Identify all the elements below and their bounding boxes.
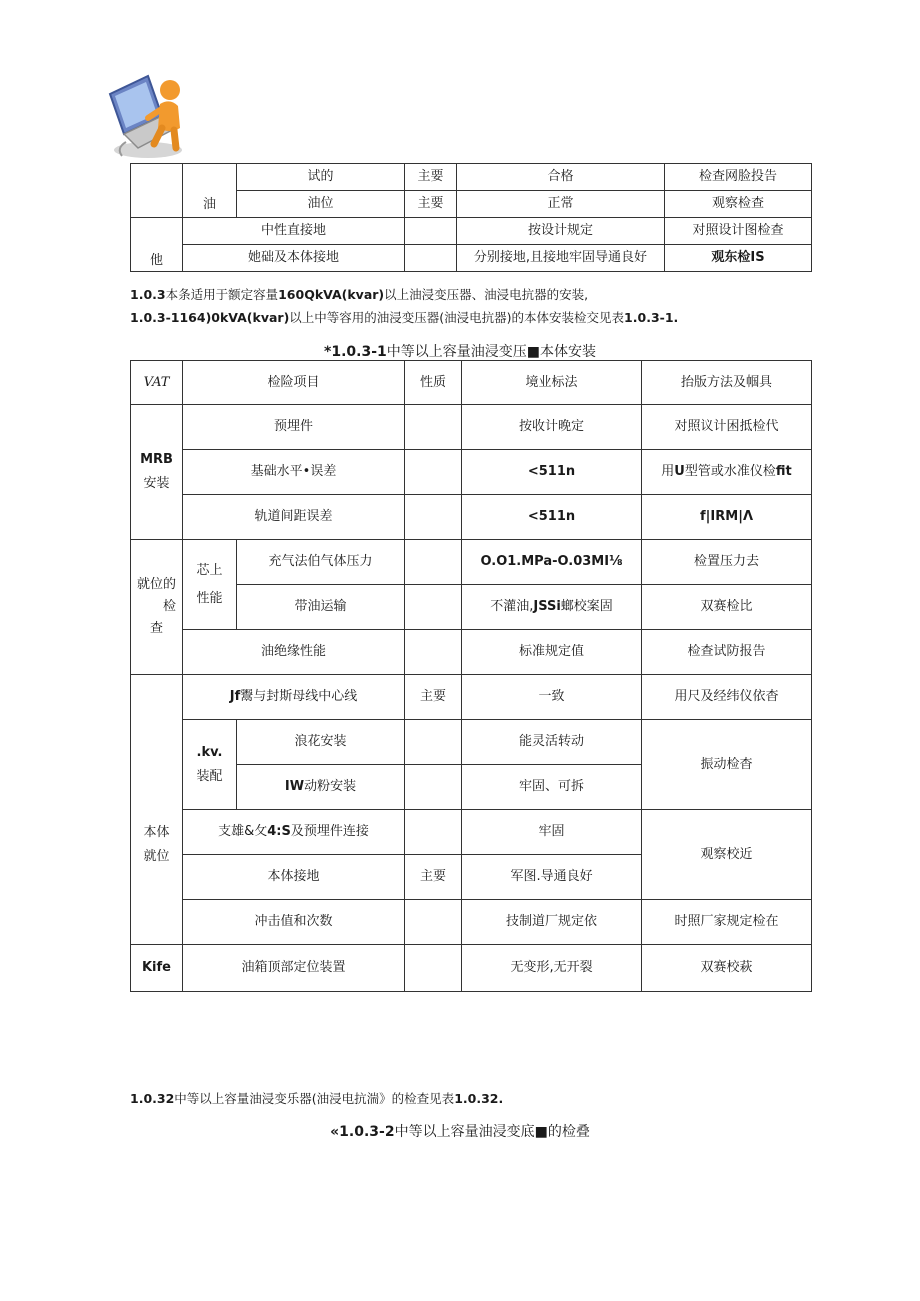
nature-cell [405, 450, 462, 495]
standard-cell: 按设计规定 [457, 218, 665, 245]
paragraph-1-0-3 [130, 285, 588, 303]
nature-cell [405, 720, 462, 765]
method-cell: 用尺及经纬仪依杳 [642, 675, 812, 720]
nature-cell [405, 405, 462, 450]
method-cell: 双赛检比 [642, 585, 812, 630]
standard-cell: 标准规定值 [462, 630, 642, 675]
method-cell-merged: 观察校近 [642, 810, 812, 900]
group-label-line: 安装 [143, 476, 170, 491]
group-label-line: .kv. [196, 744, 223, 760]
group-label-line: 就位 [143, 848, 170, 864]
standard-cell: 合格 [457, 164, 665, 191]
table-caption-2 [0, 1121, 920, 1141]
clause-number: 1.0.3 [130, 287, 166, 302]
standard-cell: 无变形,无开裂 [462, 945, 642, 992]
standard-cell: 正常 [457, 191, 665, 218]
caption-text: 中等以上容量油浸变压■本体安装 [386, 344, 596, 360]
person-at-computer-icon [104, 68, 188, 160]
method-cell: 检查试防报告 [642, 630, 812, 675]
standard-cell: <511n [462, 495, 642, 540]
item-cell: 浪花安装 [237, 720, 405, 765]
item-cell: 支雄&攵4:S及预埋件连接 [183, 810, 405, 855]
method-cell: 对照设计图检查 [665, 218, 812, 245]
blank-cell [131, 164, 183, 218]
method-cell: 对照议计困抵检代 [642, 405, 812, 450]
group-label-kife: Kife [131, 945, 183, 992]
paragraph-text: 以上油浸变压器、油浸电抗器的安装, [384, 287, 589, 302]
sub-group-label-core [183, 540, 237, 630]
group-label-positioning [131, 540, 183, 675]
nature-cell [405, 630, 462, 675]
group-label-line: MRB [140, 452, 173, 467]
nature-cell [405, 810, 462, 855]
group-label-line: 查 [149, 621, 163, 636]
clause-number: 1.0.3-1164)0kVA(kvar) [130, 310, 290, 325]
standard-cell: 技制道厂规定依 [462, 900, 642, 945]
item-cell: 中性直接地 [183, 218, 405, 245]
item-cell: 充气法伯气体压力 [237, 540, 405, 585]
header-standard: 境业标法 [462, 361, 642, 405]
group-label-other: 他 [131, 218, 183, 272]
item-cell: 油箱顶部定位装置 [183, 945, 405, 992]
standard-cell: <511n [462, 450, 642, 495]
standard-cell: 不灌油,JSSi螂校案固 [462, 585, 642, 630]
item-cell: 本体接地 [183, 855, 405, 900]
capacity-value: 160QkVA(kvar) [278, 287, 385, 302]
item-cell: 轨道间距误差 [183, 495, 405, 540]
item-cell: 基础水平•误差 [183, 450, 405, 495]
nature-cell: 主要 [405, 191, 457, 218]
item-cell: 油绝缘性能 [183, 630, 405, 675]
method-cell: 检置压力去 [642, 540, 812, 585]
item-cell: 带油运输 [237, 585, 405, 630]
table-main-installation [130, 360, 812, 992]
item-cell: 她础及本体接地 [183, 245, 405, 272]
nature-cell: 主要 [405, 164, 457, 191]
method-cell: 检查网脸投告 [665, 164, 812, 191]
group-label-line: 装配 [196, 768, 223, 784]
header-nature: 性质 [405, 361, 462, 405]
group-label-body [131, 675, 183, 945]
caption-text: 中等以上容量油浸变底■的检叠 [394, 1124, 590, 1140]
group-label-line: 芯上 [196, 562, 223, 578]
group-label-line: 就位的 [136, 577, 176, 592]
item-cell: 预埋件 [183, 405, 405, 450]
header-method: 抬版方法及帼具 [642, 361, 812, 405]
nature-cell [405, 540, 462, 585]
group-label-line: 本体 [143, 824, 170, 840]
nature-cell [405, 900, 462, 945]
table-caption-1 [0, 341, 920, 361]
sub-group-label-assembly [183, 720, 237, 810]
method-cell: 双赛校萩 [642, 945, 812, 992]
method-cell: 时照厂家规定检在 [642, 900, 812, 945]
caption-number: *1.0.3-1 [324, 344, 387, 360]
clause-number: 1.0.32 [130, 1091, 175, 1106]
nature-cell: 主要 [405, 675, 462, 720]
item-cell: IW动粉安装 [237, 765, 405, 810]
standard-cell: 军图.导通良好 [462, 855, 642, 900]
nature-cell [405, 495, 462, 540]
standard-cell: 分别接地,且接地牢固导通良好 [457, 245, 665, 272]
nature-cell [405, 765, 462, 810]
header-number: VAT [131, 361, 183, 405]
header-item: 检险项目 [183, 361, 405, 405]
standard-cell: O.O1.MPa-O.03MI⅛ [462, 540, 642, 585]
paragraph-text: 以上中等容用的油浸变压器(油浸电抗器)的本体安装检交见表 [289, 310, 625, 325]
method-cell-merged: 振动检杳 [642, 720, 812, 810]
nature-cell: 主要 [405, 855, 462, 900]
standard-cell: 一致 [462, 675, 642, 720]
method-cell: f|IRM|Λ [642, 495, 812, 540]
item-cell: Jf鬻与封斯母线中心线 [183, 675, 405, 720]
nature-cell [405, 218, 457, 245]
method-cell: 用U型管或水准仪检fit [642, 450, 812, 495]
group-label-line: 检 [162, 599, 176, 614]
item-cell: 油位 [237, 191, 405, 218]
nature-cell [405, 245, 457, 272]
paragraph-text: 本条适用于额定容量 [165, 287, 279, 302]
standard-cell: 牢固 [462, 810, 642, 855]
caption-number: «1.0.3-2 [330, 1124, 395, 1140]
group-label-line: 性能 [196, 590, 223, 606]
table-reference: 1.0.32. [454, 1091, 504, 1106]
method-cell: 观察检查 [665, 191, 812, 218]
item-cell: 冲击值和次数 [183, 900, 405, 945]
group-label-mrb [131, 405, 183, 540]
standard-cell: 按收计晚定 [462, 405, 642, 450]
group-label-oil: 油 [183, 164, 237, 218]
paragraph-1-0-3-1 [130, 308, 678, 326]
table-continuation [130, 163, 812, 272]
table-reference: 1.0.3-1. [624, 310, 679, 325]
standard-cell: 能灵活转动 [462, 720, 642, 765]
method-cell: 观东检IS [665, 245, 812, 272]
paragraph-1-0-32 [130, 1089, 503, 1107]
nature-cell [405, 585, 462, 630]
standard-cell: 牢固、可拆 [462, 765, 642, 810]
item-cell: 试的 [237, 164, 405, 191]
paragraph-text: 中等以上容量油浸变乐器(油浸电抗湍》的检查见表 [174, 1091, 455, 1106]
nature-cell [405, 945, 462, 992]
